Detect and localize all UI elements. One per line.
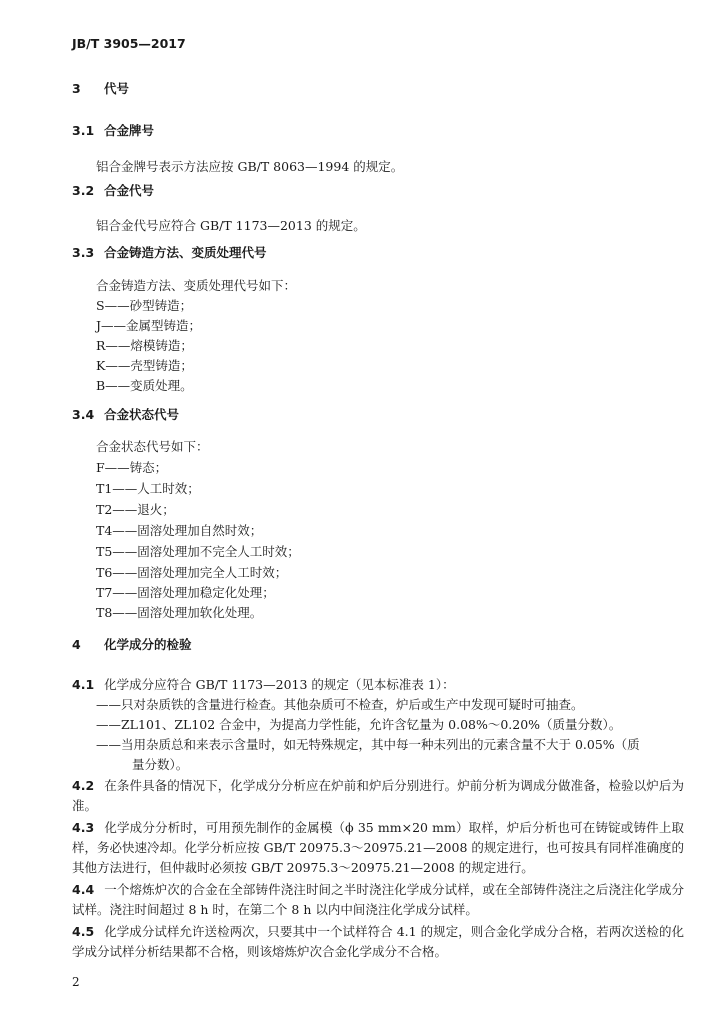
page-number: 2: [72, 975, 80, 989]
section-3-4-heading: [72, 406, 179, 424]
clause-number: 4.4: [72, 882, 95, 897]
section-title: 合金状态代号: [104, 407, 180, 422]
section-3-3-heading: [72, 244, 267, 262]
list-item: T7——固溶处理加稳定化处理；: [96, 585, 275, 600]
list-item: R——熔模铸造；: [96, 338, 193, 353]
list-item-continuation: 量分数）。: [132, 757, 189, 772]
list-item: ——ZL101、ZL102 合金中，为提高力学性能，允许含钇量为 0.08%～0.20%（质量分数）。: [96, 717, 622, 732]
section-3-2-heading: [72, 182, 154, 200]
standard-code-header: JB/T 3905—2017: [72, 36, 186, 51]
list-item: T5——固溶处理加不完全人工时效；: [96, 544, 300, 559]
section-3-1-heading: [72, 122, 154, 140]
list-item: S——砂型铸造；: [96, 298, 193, 313]
section-4-heading: [72, 636, 192, 654]
section-number: 3: [72, 81, 81, 96]
section-title: 合金牌号: [104, 123, 155, 138]
list-item: T4——固溶处理加自然时效；: [96, 523, 263, 538]
list-item: T1——人工时效；: [96, 481, 200, 496]
clause-text: 化学成分分析时，可用预先制作的金属模（ϕ 35 mm×20 mm）取样，炉后分析也可在铸锭或铸件上取样，务必快速冷却。化学分析应按 GB/T 20975.3～20975.21—2008 的规定进行，也可按具有同样准确度的其他方法进行，但仲裁时必须按 GB/T 20975.3～20975.21—2008 的规定进行。: [72, 820, 684, 875]
section-3-heading: [72, 80, 129, 98]
clause-number: 4.2: [72, 778, 95, 793]
section-number: 4: [72, 637, 81, 652]
list-item: T8——固溶处理加软化处理。: [96, 605, 263, 620]
clause-text: 在条件具备的情况下，化学成分分析应在炉前和炉后分别进行。炉前分析为调成分做准备，检验以炉后为准。: [72, 778, 684, 813]
section-title: 化学成分的检验: [104, 637, 192, 652]
list-item: T6——固溶处理加完全人工时效；: [96, 565, 288, 580]
clause-text: 化学成分应符合 GB/T 1173—2013 的规定（见本标准表 1）：: [104, 677, 455, 692]
section-title: 合金代号: [104, 183, 155, 198]
list-item: ——只对杂质铁的含量进行检查。其他杂质可不检查，炉后或生产中发现可疑时可抽查。: [96, 697, 584, 712]
list-item: K——壳型铸造；: [96, 358, 193, 373]
clause-4-5: [72, 922, 684, 962]
section-3-3-intro: 合金铸造方法、变质处理代号如下：: [96, 278, 297, 293]
section-3-1-text: 铝合金牌号表示方法应按 GB/T 8063—1994 的规定。: [96, 159, 404, 174]
clause-text: 化学成分试样允许送检两次，只要其中一个试样符合 4.1 的规定，则合金化学成分合格，若两次送检的化学成分试样分析结果都不合格，则该熔炼炉次合金化学成分不合格。: [72, 924, 684, 959]
clause-text: 一个熔炼炉次的合金在全部铸件浇注时间之半时浇注化学成分试样，或在全部铸件浇注之后浇注化学成分试样。浇注时间超过 8 h 时，在第二个 8 h 以内中间浇注化学成分试样。: [72, 882, 684, 917]
section-title: 合金铸造方法、变质处理代号: [104, 245, 267, 260]
section-3-2-text: 铝合金代号应符合 GB/T 1173—2013 的规定。: [96, 218, 366, 233]
section-number: 3.3: [72, 245, 95, 260]
list-item: B——变质处理。: [96, 378, 193, 393]
section-3-4-intro: 合金状态代号如下：: [96, 439, 209, 454]
clause-4-1: [72, 676, 455, 694]
section-number: 3.2: [72, 183, 95, 198]
section-number: 3.4: [72, 407, 95, 422]
clause-number: 4.5: [72, 924, 95, 939]
list-item: F——铸态；: [96, 460, 168, 475]
list-item: T2——退火；: [96, 502, 175, 517]
list-item: ——当用杂质总和来表示含量时，如无特殊规定，其中每一种未列出的元素含量不大于 0.05%（质: [96, 737, 640, 752]
section-title: 代号: [104, 81, 130, 96]
clause-4-3: [72, 818, 684, 878]
clause-4-4: [72, 880, 684, 920]
clause-number: 4.3: [72, 820, 95, 835]
clause-number: 4.1: [72, 677, 95, 692]
clause-4-2: [72, 776, 684, 816]
section-number: 3.1: [72, 123, 95, 138]
list-item: J——金属型铸造；: [96, 318, 202, 333]
